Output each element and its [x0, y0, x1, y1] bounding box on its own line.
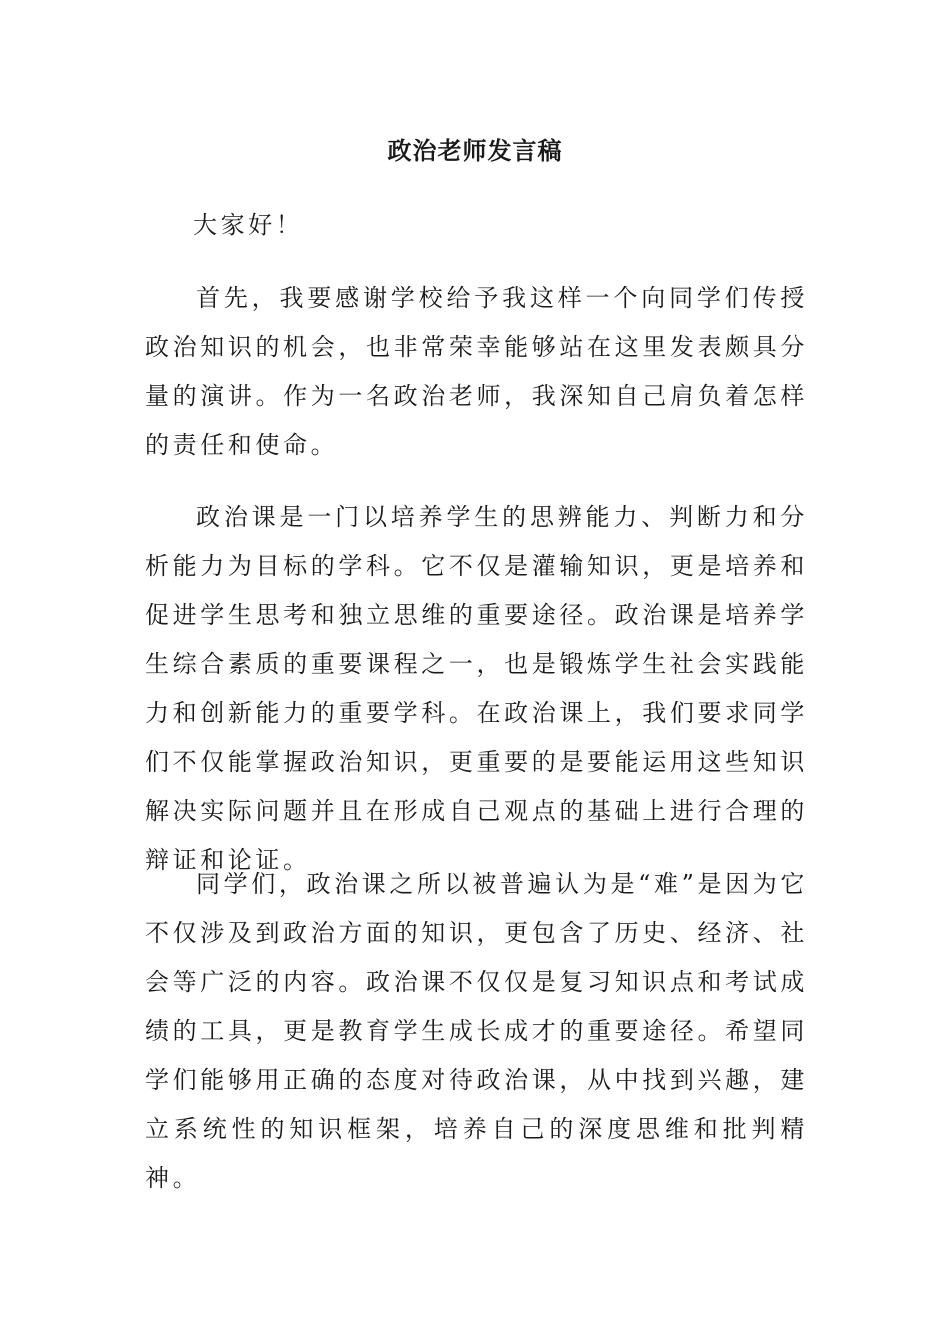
- paragraph-1: 首先，我要感谢学校给予我这样一个向同学们传授政治知识的机会，也非常荣幸能够站在这里发表颇具分量的演讲。作为一名政治老师，我深知自己肩负着怎样的责任和使命。: [145, 284, 808, 459]
- paragraph-2: 政治课是一门以培养学生的思辨能力、判断力和分析能力为目标的学科。它不仅是灌输知识，更是培养和促进学生思考和独立思维的重要途径。政治课是培养学生综合素质的重要课程之一，也是锻炼学生社会实践能力和创新能力的重要学科。在政治课上，我们要求同学们不仅能掌握政治知识，更重要的是要能运用这些知识解决实际问题并且在形成自己观点的基础上进行合理的辩证和论证。: [145, 503, 808, 874]
- greeting: 大家好！: [193, 211, 304, 239]
- document-title: 政治老师发言稿: [387, 136, 563, 165]
- paragraph-3: 同学们，政治课之所以被普遍认为是“难”是因为它不仅涉及到政治方面的知识，更包含了历史、经济、社会等广泛的内容。政治课不仅仅是复习知识点和考试成绩的工具，更是教育学生成长成才的重要途径。希望同学们能够用正确的态度对待政治课，从中找到兴趣，建立系统性的知识框架，培养自己的深度思维和批判精神。: [145, 870, 808, 1192]
